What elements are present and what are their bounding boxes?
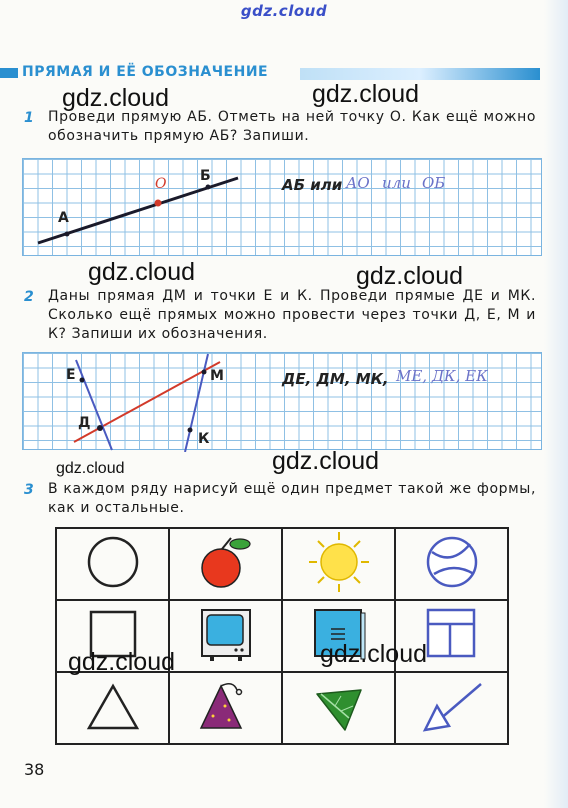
label-point-d: Д: [78, 415, 91, 431]
watermark: gdz.cloud: [356, 262, 464, 290]
point-o: [155, 200, 162, 207]
task-text: Проведи прямую АБ. Отметь на ней точку О. Как ещё можно обозначить прямую АБ? Запиши.: [48, 109, 536, 144]
sun-icon: [304, 530, 374, 594]
line-dm: [74, 362, 220, 442]
watermark: gdz.cloud: [62, 84, 170, 112]
task-number: 2: [24, 289, 34, 305]
triangle-icon: [83, 676, 143, 736]
task-text: Даны прямая ДМ и точки Е и К. Проведи прямые ДЕ и МК. Сколько ещё прямых можно провести через точки Д, Е, М и К? Запиши их обозначения.: [48, 288, 536, 342]
answer-printed: ДЕ, ДМ, МК,: [282, 370, 389, 388]
window-icon: [422, 604, 482, 664]
label-point-e: Е: [66, 367, 76, 383]
page-number: 38: [24, 760, 45, 779]
hat-icon: [191, 676, 261, 736]
point-a: [65, 232, 70, 237]
point-b: [206, 185, 211, 190]
label-point-k: К: [198, 431, 210, 447]
cell: [282, 672, 395, 744]
task-text: В каждом ряду нарисуй ещё один предмет такой же формы, как и остальные.: [48, 481, 536, 516]
cell: [169, 672, 282, 744]
ball-icon: [422, 532, 482, 592]
section-title: ПРЯМАЯ И ЕЁ ОБОЗНАЧЕНИЕ: [22, 64, 269, 80]
task-number: 3: [24, 482, 34, 498]
leaf-icon: [309, 676, 369, 736]
watermark: gdz.cloud: [56, 460, 125, 477]
answer-printed: АБ или: [282, 176, 343, 194]
answer-handwritten: МЕ, ДК, ЕК: [396, 367, 488, 385]
point-e: [80, 378, 85, 383]
tv-icon: [196, 604, 256, 664]
cell: [395, 672, 508, 744]
task-number: 1: [24, 110, 34, 126]
cell: [169, 528, 282, 600]
watermark: gdz.cloud: [312, 80, 420, 108]
watermark-top: gdz.cloud: [240, 2, 328, 20]
cell: [169, 600, 282, 672]
shapes-row-circles: [56, 528, 508, 600]
answer-handwritten: АО: [346, 174, 370, 192]
answer-handwritten: ОБ: [422, 174, 446, 192]
shapes-table: [55, 527, 509, 745]
cell: [395, 528, 508, 600]
answer-handwritten: или: [382, 174, 411, 192]
cell: [56, 528, 169, 600]
label-point-a: А: [58, 210, 69, 226]
watermark: gdz.cloud: [68, 648, 176, 676]
point-k: [188, 428, 193, 433]
apple-icon: [191, 532, 261, 592]
watermark: gdz.cloud: [88, 258, 196, 286]
shapes-row-triangles: [56, 672, 508, 744]
label-point-o: О: [155, 176, 167, 192]
watermark: gdz.cloud: [272, 447, 380, 475]
page-edge-shadow: [544, 0, 568, 808]
point-d: [97, 425, 103, 431]
watermark: gdz.cloud: [320, 640, 428, 668]
label-point-m: М: [210, 368, 224, 384]
line-de: [76, 360, 112, 450]
point-m: [202, 370, 207, 375]
circle-icon: [83, 532, 143, 592]
cell: [282, 528, 395, 600]
arrow-icon: [417, 676, 487, 736]
label-point-b: Б: [200, 168, 211, 184]
cell: [56, 672, 169, 744]
line-ab-drawing: [22, 158, 542, 256]
